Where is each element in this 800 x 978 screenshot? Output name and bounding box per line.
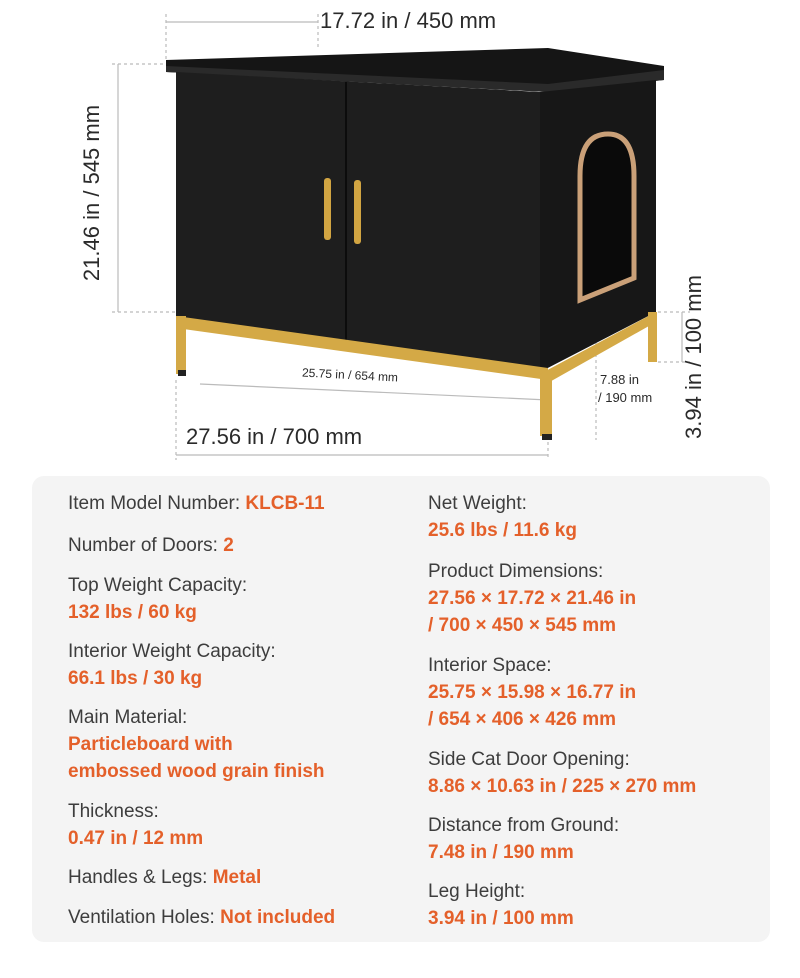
- interior-width-dimension: 25.75 in / 654 mm: [301, 365, 399, 385]
- product-dimensions-row: Product Dimensions: 27.56 × 17.72 × 21.46 in / 700 × 450 × 545 mm: [428, 561, 637, 636]
- cabinet: [166, 48, 664, 372]
- cat-door-opening-row: Side Cat Door Opening: 8.86 × 10.63 in / 225 × 270 mm: [428, 749, 697, 797]
- interior-space-row: Interior Space: 25.75 × 15.98 × 16.77 in / 654 × 406 × 426 mm: [428, 655, 637, 730]
- depth-dimension: 17.72 in / 450 mm: [320, 8, 497, 33]
- ground-clearance-line2: / 190 mm: [598, 390, 653, 405]
- leg-height-dimension: 3.94 in / 100 mm: [681, 275, 706, 439]
- width-dimension: 27.56 in / 700 mm: [186, 424, 363, 449]
- ground-clearance-line1: 7.88 in: [600, 372, 640, 387]
- interior-weight-row: Interior Weight Capacity: 66.1 lbs / 30 kg: [68, 641, 276, 689]
- left-handle: [324, 178, 331, 240]
- net-weight-row: Net Weight: 25.6 lbs / 11.6 kg: [428, 493, 577, 541]
- right-handle: [354, 180, 361, 244]
- material-row: Main Material: Particleboard with embossed wood grain finish: [68, 707, 325, 782]
- ventilation-row: Ventilation Holes: Not included: [68, 907, 336, 928]
- thickness-row: Thickness: 0.47 in / 12 mm: [68, 801, 204, 849]
- doors-row: Number of Doors: 2: [68, 535, 234, 556]
- top-weight-row: Top Weight Capacity: 132 lbs / 60 kg: [68, 575, 248, 623]
- leg-height-row: Leg Height: 3.94 in / 100 mm: [428, 881, 574, 929]
- model-number-row: Item Model Number: KLCB-11: [68, 493, 325, 514]
- product-illustration: [0, 0, 800, 470]
- handles-legs-row: Handles & Legs: Metal: [68, 867, 262, 888]
- cat-door: [580, 134, 634, 300]
- distance-ground-row: Distance from Ground: 7.48 in / 190 mm: [428, 815, 620, 863]
- height-dimension: 21.46 in / 545 mm: [79, 104, 104, 282]
- specs-panel: [32, 476, 770, 942]
